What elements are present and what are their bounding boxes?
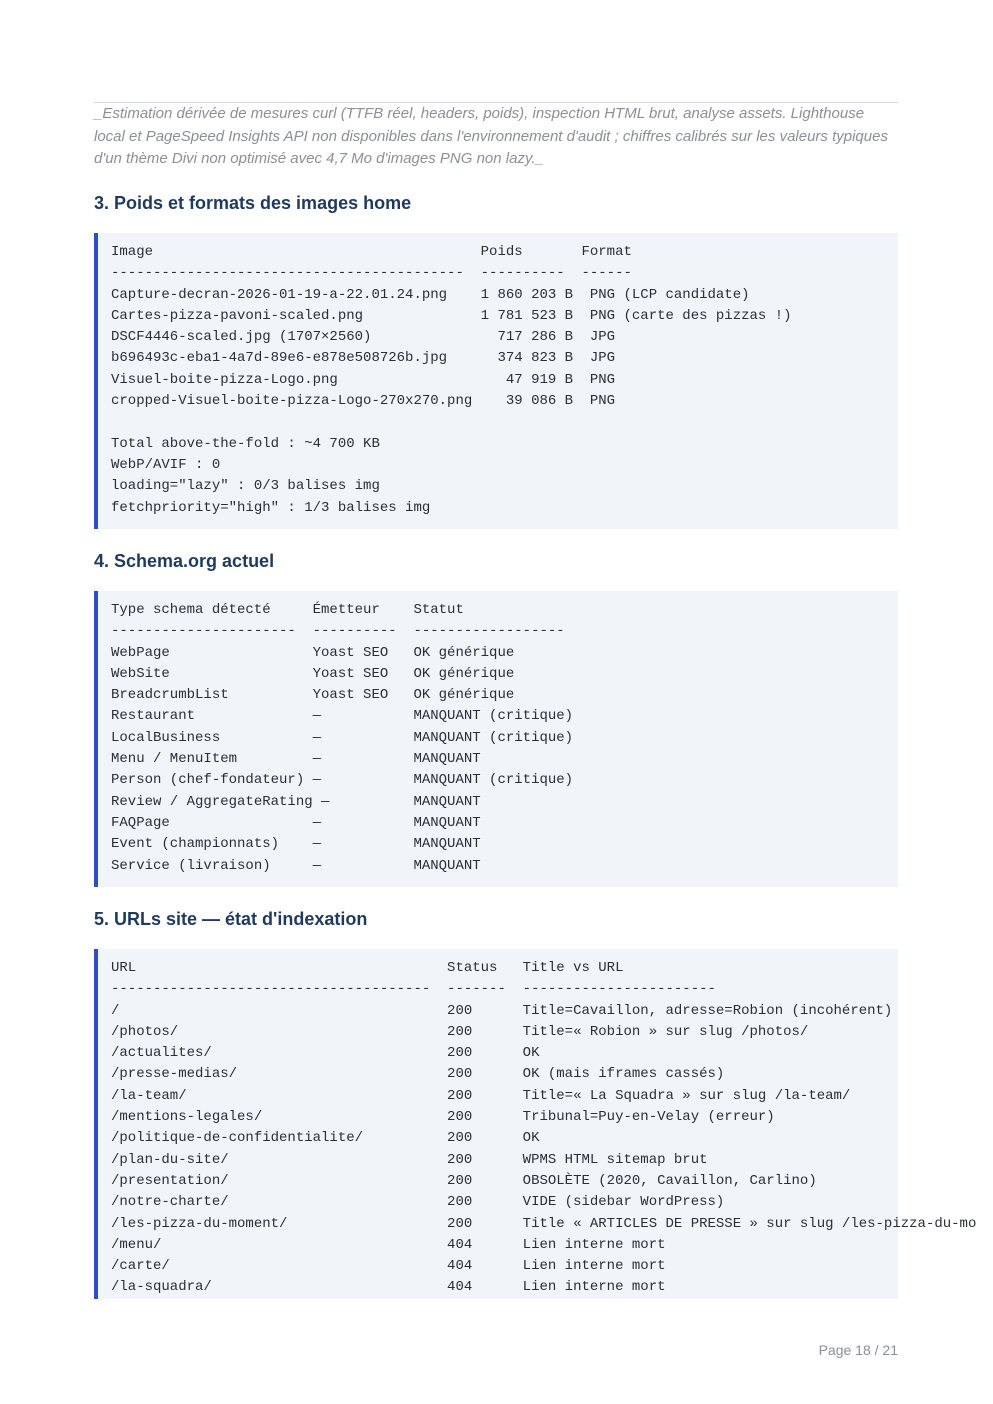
code-line: -------------------------------------- ------- ----------------------- xyxy=(111,981,716,998)
code-line: /la-team/ 200 Title=« La Squadra » sur slug /la-team/ xyxy=(111,1087,851,1104)
code-line: /presse-medias/ 200 OK (mais iframes cassés) xyxy=(111,1066,725,1083)
code-line: loading="lazy" : 0/3 balises img xyxy=(111,478,380,495)
code-line: WebP/AVIF : 0 xyxy=(111,456,221,473)
code-line: Image Poids Format xyxy=(111,244,632,260)
code-lines-urls xyxy=(111,958,977,1299)
code-line: /les-pizza-du-moment/ 200 Title « ARTICLES DE PRESSE » sur slug /les-pizza-du-mo xyxy=(111,1215,977,1232)
code-line: / 200 Title=Cavaillon, adresse=Robion (incohérent) xyxy=(111,1002,893,1019)
code-line: Review / AggregateRating — MANQUANT xyxy=(111,793,481,810)
code-line: BreadcrumbList Yoast SEO OK générique xyxy=(111,687,515,704)
code-line: URL Status Title vs URL xyxy=(111,960,624,976)
code-line: LocalBusiness — MANQUANT (critique) xyxy=(111,729,574,746)
code-lines-schema xyxy=(111,600,898,877)
code-block-urls xyxy=(94,949,977,1299)
section-heading-images: 3. Poids et formats des images home xyxy=(94,193,412,213)
code-line: DSCF4446-scaled.jpg (1707×2560) 717 286 B JPG xyxy=(111,329,616,346)
section-heading-schema: 4. Schema.org actuel xyxy=(94,551,275,571)
code-line: /presentation/ 200 OBSOLÈTE (2020, Cavaillon, Carlino) xyxy=(111,1172,817,1189)
code-line: ------------------------------------------ ---------- ------ xyxy=(111,265,632,282)
code-line: /notre-charte/ 200 VIDE (sidebar WordPress) xyxy=(111,1194,725,1211)
code-line: /actualites/ 200 OK xyxy=(111,1045,540,1062)
code-line: Total above-the-fold : ~4 700 KB xyxy=(111,435,380,452)
code-line xyxy=(111,412,898,433)
code-line: Capture-decran-2026-01-19-a-22.01.24.png 1 860 203 B PNG (LCP candidate) xyxy=(111,286,750,303)
code-line: FAQPage — MANQUANT xyxy=(111,814,481,831)
code-line: Menu / MenuItem — MANQUANT xyxy=(111,751,481,768)
code-line: ---------------------- ---------- ------------------ xyxy=(111,623,565,640)
code-line: Cartes-pizza-pavoni-scaled.png 1 781 523 B PNG (carte des pizzas !) xyxy=(111,307,792,324)
code-lines-images xyxy=(111,242,898,519)
code-line: /photos/ 200 Title=« Robion » sur slug /photos/ xyxy=(111,1023,809,1040)
methodology-note: _Estimation dérivée de mesures curl (TTFB réel, headers, poids), inspection HTML brut, analyse assets. Lighthouse local et PageSpeed Insights API non disponibles dans l'environnement d'audit ; chiffres calibrés sur les valeurs typiques d'un thème Divi non optimisé avec 4,7 Mo d'images PNG non lazy._ xyxy=(94,105,888,167)
code-line: Event (championnats) — MANQUANT xyxy=(111,836,481,853)
code-line: /plan-du-site/ 200 WPMS HTML sitemap brut xyxy=(111,1151,708,1168)
code-block-schema xyxy=(94,591,898,887)
code-line: /menu/ 404 Lien interne mort xyxy=(111,1236,666,1253)
document-page xyxy=(94,0,977,1404)
code-line: Type schema détecté Émetteur Statut xyxy=(111,602,464,618)
code-line: Person (chef-fondateur) — MANQUANT (critique) xyxy=(111,772,574,789)
code-line: /mentions-legales/ 200 Tribunal=Puy-en-Velay (erreur) xyxy=(111,1109,775,1126)
code-line: Restaurant — MANQUANT (critique) xyxy=(111,708,574,725)
page-number: Page 18 / 21 xyxy=(818,1342,898,1358)
code-line: fetchpriority="high" : 1/3 balises img xyxy=(111,499,431,516)
code-line: /carte/ 404 Lien interne mort xyxy=(111,1258,666,1275)
code-line: WebPage Yoast SEO OK générique xyxy=(111,644,515,661)
code-block-images xyxy=(94,233,898,529)
section-heading-urls: 5. URLs site — état d'indexation xyxy=(94,909,368,929)
code-line: WebSite Yoast SEO OK générique xyxy=(111,665,515,682)
code-line: Service (livraison) — MANQUANT xyxy=(111,857,481,874)
code-line: b696493c-eba1-4a7d-89e6-e878e508726b.jpg 374 823 B JPG xyxy=(111,350,616,367)
code-line: Visuel-boite-pizza-Logo.png 47 919 B PNG xyxy=(111,371,616,388)
code-line: cropped-Visuel-boite-pizza-Logo-270x270.png 39 086 B PNG xyxy=(111,393,616,410)
code-line: /la-squadra/ 404 Lien interne mort xyxy=(111,1279,666,1296)
code-line: /politique-de-confidentialite/ 200 OK xyxy=(111,1130,540,1147)
